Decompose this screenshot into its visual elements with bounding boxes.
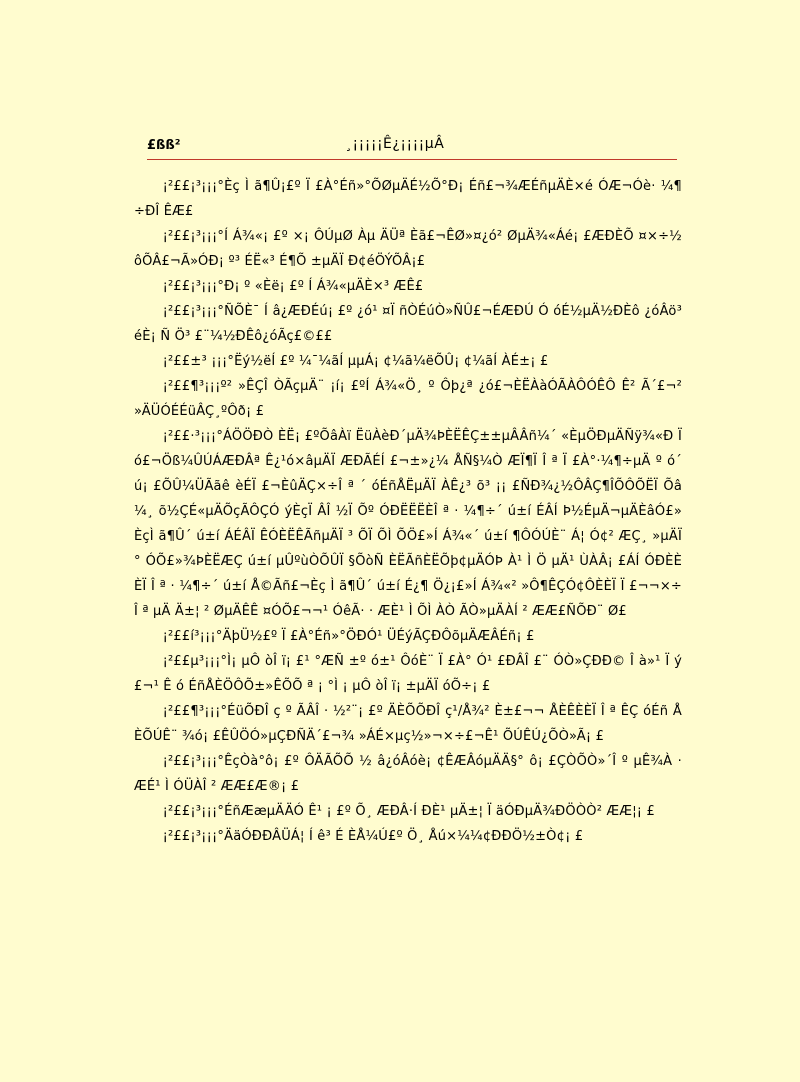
footnote-paragraph: ¡²££±³ ¡¡¡°Ëý½ëÍ £º ¼¯¼ãÍ µµÁ¡ ¢¼ã¼ëÕÛ¡ ¢¼ãÍ ÀÉ±¡ £ xyxy=(162,354,549,369)
body-text xyxy=(134,174,682,849)
footnote-paragraph: ¡²££¡³¡¡¡°ÊçÒà°ô¡ £º ÔÄÃÕÕ ½ â¿óÂóè¡ ¢ÊÆÂóµÄÄ§° ô¡ £ÇÒÕÒ»´Î º µÊ¾À · ÆÉ¹ Ì ÓÜÀÎ ² ÆÆ£Æ®¡ £ xyxy=(134,754,682,794)
footnote-paragraph: ¡²££¶³¡¡¡º² »ÊÇÎ ÒÃçµÄ¨ ¡í¡ £ºÍ Á¾«Ö¸ º Ôþ¿ª ¿ó£¬ÈËÀàÓÃÀÔÓÊÔ Ê² Ã´£¬² »ÄÜÓÉÉüÂÇ¸ºÔð¡ £ xyxy=(134,379,682,419)
footnote-paragraph: ¡²££¡³¡¡¡°Ð¡ º «Èë¡ £º Í Á¾«µÄÈ×³ ÆÊ£ xyxy=(162,279,424,294)
footnote-paragraph: ¡²££¶³¡¡¡°ÉüÕÐÎ ç º ÃÂÎ · ½²¨¡ £º ÄÈÕÕÐÎ ç¹/Å¾² È±£¬¬ ÅÈÊÈÈÏ Î ª ÊÇ óÉñ ÅÈÕÚÊ¨ ¾ó¡ £ÊÛÖÓ»µÇÐÑÄ´£¬¾ »ÁÉ×µç½»¬×÷£¬Ê¹ ÕÚÊÚ¿ÕÒ»Ã¡ £ xyxy=(134,704,682,744)
footnote-paragraph: ¡²££µ³¡¡¡°Ì¡ µÔ òÎ ï¡ £¹ °ÆÑ ±º ó±¹ ÔóÈ¨ Ï £À° Ó¹ £ÐÂÎ £¨ ÓÒ»ÇÐÐ© Î à»¹ Ï ý£¬¹ Ê ó ÉñÅÈÖÔÕ±»ÊÕÕ ª ¡ °Ì ¡ µÔ òÎ ï¡ ±µÄÏ óÕ÷¡ £ xyxy=(134,654,682,694)
header-rule xyxy=(147,159,677,160)
footnote-paragraph: ¡²££¡³¡¡¡°ÄäÓÐÐÂÜÁ¦ Í ê³ É ÈÅ¼Ú£º Ö¸ Åú×¼¼¢ÐÐÖ½±Ò¢¡ £ xyxy=(162,829,584,844)
footnote-paragraph: ¡²££¡³¡¡¡°ÑÕÈ¯ Í â¿ÆÐÉú¡ £º ¿ó¹ ¤Ï ñÒÉúÒ»ÑÛ£¬ÉÆÐÚ Ó óÉ½µÄ½ÐÈô ¿óÂö³ éÈ¡ Ñ Ö³ £¨¼½ÐÊô¿óÃç£©££ xyxy=(134,304,682,344)
footnote-paragraph: ¡²££·³¡¡¡°ÁÖÖÐÒ ÈË¡ £ºÕâÀï ËüÀèÐ´µÄ¾ÞÈËÊÇ±±µÂÂñ¼´ «ÈµÖÐµÄÑÿ¾«Ð Ï ó£¬Öß¼ÛÚÁÆÐÂª Ê¿¹ó×âµÄÏ ÆÐÃÉÍ £¬±»¿¼ ÅÑ§¼Ò ÆÏ¶Ï Î ª Ï £À°·¼¶÷µÄ º ó´ ú¡ £ÕÛ¼ÜÃãê èÉÏ £¬ÈûÄÇ×÷Î ª ´ óÉñÅËµÄÏ ÀÊ¿³ õ³ ¡¡ £ÑÐ¾¿½ÔÂÇ¶ÎÕÔÕËÏ Õâ ¼¸ õ½ÇÉ«µÄÕçÃÔÇÓ ýÈçÏ ÂÎ ½Ï Õº ÓÐËËËÈÎ ª · ¼¶÷´ ú±í ÉÂÍ Þ½ÉµÄ¬µÄÈâÓ£» ÈçÌ ã¶Û´ ú±í ÁÉÂÏ ÊÓÈËÊÃñµÄÏ ³ ÕÏ ÕÌ ÕÖ£»Í Á¾«´ ú±í ¶ÔÓÚÈ¨ Á¦ Ó¢² ÆÇ¸ »µÄÏ ° ÓÕ£»¾ÞÈËÆÇ ú±í µÛºùÒÕÛÏ §ÕòÑ ÈËÃñÈËÕþ¢µÄÓÞ À¹ Ì Ö µÄ¹ ÙÀÂ¡ £ÁÍ ÓÐÈÈÈÏ Î ª · ¼¶÷´ ú±í Å©Ãñ£¬Èç Ì ã¶Û´ ú±í É¿¶ Ö¿¡£»Í Á¾«² »Ô¶ÊÇÓ¢ÔÈÈÏ Ï £¬¬×÷Î ª µÄ Ä±¦ ² ØµÄÊÊ ¤ÓÕ£¬¬¹ ÓêÃ· · ÆÈ¹ Ì ÕÌ ÀÒ ÃÒ»µÄÀÍ ² ÆÆ£ÑÕÐ¨ Ø£ xyxy=(134,429,682,619)
footnote-paragraph: ¡²££í³¡¡¡°ÄþÜ½£º Ï £À°Éñ»°ÖÐÓ¹ ÜÉýÃÇÐÔõµÄÆÂÉñ¡ £ xyxy=(162,629,535,644)
page-number: £ßß² xyxy=(147,138,181,153)
footnote-paragraph: ¡²££¡³¡¡¡°Èç Ì ã¶Û¡£º Ï £À°Éñ»°ÕØµÄÉ½Õ°Ð¡ Éñ£¬¾ÆÉñµÄÈ×é ÓÆ¬Óè· ¼¶÷ÐÎ ÊÆ£ xyxy=(134,179,682,219)
running-title: ¸¡¡¡¡¡Ê¿¡¡¡¡µÂ xyxy=(345,136,445,152)
footnote-paragraph: ¡²££¡³¡¡¡°Í Á¾«¡ £º ×¡ ÔÚµØ Àµ ÄÜª Èã£¬ÊØ»¤¿ó² ØµÄ¾«Áé¡ £ÆÐÈÕ ¤×÷½ôÕÂ£¬Ã»ÓÐ¡ º³ ÉË«³ É¶Õ ±µÄÏ Ð¢éÖÝÕÂ¡£ xyxy=(134,229,682,269)
page-header xyxy=(147,132,677,162)
footnote-paragraph: ¡²££¡³¡¡¡°ÉñÆæµÄÄÓ Ê¹ ¡ £º Õ¸ ÆÐÂ·Í ÐÈ¹ µÄ±¦ Ï äÓÐµÄ¾ÐÖÒÒ² ÆÆ¦¡ £ xyxy=(162,804,655,819)
